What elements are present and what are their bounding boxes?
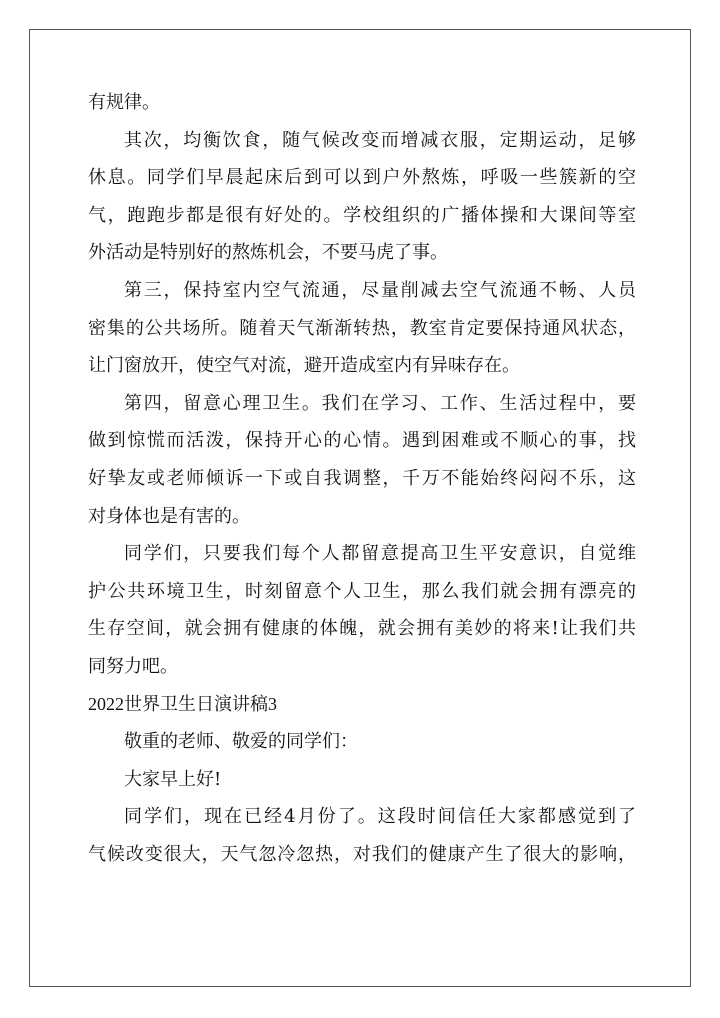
document-body [88, 84, 636, 873]
text-line: 大家早上好! [124, 768, 222, 790]
text-line: 敬重的老师、敬爱的同学们： [124, 731, 358, 753]
text-line: 护公共环境卫生，时刻留意个人卫生，那么我们就会拥有漂亮的 [88, 580, 636, 602]
text-line: 第三，保持室内空气流通，尽量削减去空气流通不畅、人员 [124, 279, 636, 301]
text-line: 密集的公共场所。随着天气渐渐转热，教室肯定要保持通风状态， [88, 317, 636, 339]
text-line: 同学们，现在已经4月份了。这段时间信任大家都感觉到了 [124, 806, 636, 828]
text-line: 同努力吧。 [88, 655, 178, 677]
text-line: 第四，留意心理卫生。我们在学习、工作、生活过程中，要 [124, 392, 636, 414]
text-line: 生存空间，就会拥有健康的体魄，就会拥有美妙的将来!让我们共 [88, 618, 636, 640]
text-line: 休息。同学们早晨起床后到可以到户外熬炼，呼吸一些簇新的空 [88, 167, 636, 189]
text-line: 气候改变很大，天气忽冷忽热，对我们的健康产生了很大的影响， [88, 843, 636, 865]
text-line: 好挚友或老师倾诉一下或自我调整，千万不能始终闷闷不乐，这 [88, 467, 636, 489]
text-line: 外活动是特别好的熬炼机会，不要马虎了事。 [88, 242, 448, 264]
text-line: 其次，均衡饮食，随气候改变而增减衣服，定期运动，足够 [124, 129, 636, 151]
text-line: 让门窗放开，使空气对流，避开造成室内有异味存在。 [88, 355, 520, 377]
text-line: 做到惊慌而活泼，保持开心的心情。遇到困难或不顺心的事，找 [88, 430, 636, 452]
section-heading: 2022世界卫生日演讲稿3 [88, 693, 277, 714]
text-line: 同学们，只要我们每个人都留意提高卫生平安意识，自觉维 [124, 543, 636, 565]
text-line: 气，跑跑步都是很有好处的。学校组织的广播体操和大课间等室 [88, 204, 636, 226]
text-line: 有规律。 [88, 92, 160, 113]
text-line: 对身体也是有害的。 [88, 505, 250, 527]
